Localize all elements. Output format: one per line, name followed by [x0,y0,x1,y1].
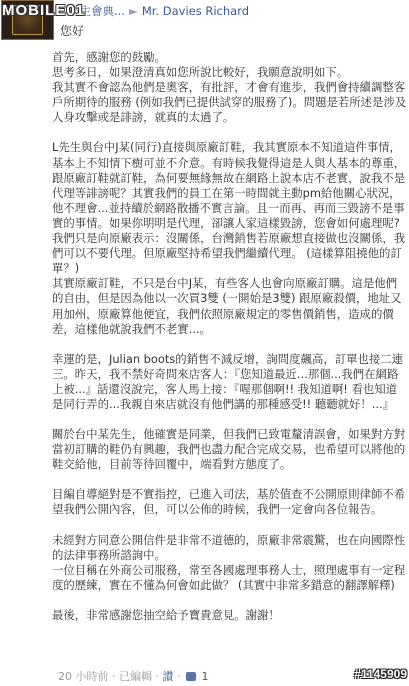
greeting-text: 您好 [60,24,85,38]
footer-separator: · [155,670,159,683]
paragraph-taichung: 關於台中某先生，他確實是同業，但我們已致電釐清誤會，如果對方對當初訂購的鞋仍有興趣，我們也盡力配合完成交易，也希望可以將他的鞋交給他，目前等待回覆中，端看對方態度了。 [52,427,406,472]
paragraph-intro: 首先，感謝您的鼓勵。 思考多日，如果澄清真如您所說比較好，我願意說明如下。 我其實不會認為他們是奧客，有批評，才會有進步，我們會持續調整客戶所期待的服務 (例如我們已提供試穿的服務了)。問題是若所述是涉及人身攻擊或是誹謗，就真的太過了。 [52,50,407,125]
paragraph-letters: 未經對方同意公開信件是非常不道德的，原廠非常震驚，也在向國際性的法律事務所諮詢中。 一位目稱在外商公司服務，常至各國處理事務人士，照理處事有一定程度的歷練，實在不懂為何會如此做？ (其實中非常多錯意的翻譯解釋) [52,532,406,592]
recipient-name[interactable]: Mr. Davies Richard [141,4,250,18]
paragraph-closing: 最後，非常感謝您抽空給予寶貴意見。謝謝！ [52,607,280,622]
message-footer [58,668,209,684]
timestamp[interactable]: 20 小時前 [58,670,109,683]
message-body [52,50,407,638]
edited-label[interactable]: 已編輯 [119,670,152,683]
sender-name[interactable]: 來主會典... [68,4,125,18]
post-id-watermark: #1145909 [354,667,407,681]
footer-separator: · [177,670,181,683]
message-header [0,0,409,46]
like-link[interactable]: 讚 [162,670,174,683]
arrow-right-icon: ► [128,4,138,18]
footer-separator: · [112,670,116,683]
like-count[interactable]: 1 [201,670,209,683]
thumbs-up-icon [186,672,196,681]
site-watermark-logo: MOBILE01 [2,2,86,19]
paragraph-legal: 目編自導絕對是不實指控，已進入司法，基於值查不公開原則律師不希望我們公開內容，但，可以公佈的時候，我們一定會向各位報告。 [52,487,406,517]
paragraph-dispute: L先生與台中J某(同行)直接與原廠訂鞋，我其實原本不知道這件事情，基本上不知情下樹可並不介意。有時候我覺得這是人與人基本的尊重，跟原廠訂鞋就訂鞋，為何要無緣無故在網路上說本店不老實，說我不是代理等誹謗呢？其實我們的員工在第一時間就主動pm給他關心狀況，他不理會...並持續於網路散播不實言論。且一而再、再而三毀謗不是事實的事情。如果你明明是代理，卻讓人家這樣毀謗，您會如何處理呢? 我們只是向原廠表示：沒關係，台灣銷售若原廠想直接做也沒關係，我們可以不要代理。但原廠堅持希望我們繼續代理。 (這樣算阻撓他的訂單？) 其實原廠訂鞋，不只是台中J某，有些客人也會向原廠訂購。這是他們的自由，但是因為他以一次買3雙 (一開始是3雙) 跟原廠殺價，地址又用加州，原廠算他便宜，我們依照原廠規定的零售價銷售，造成的價差，這樣他就說我們不老實...。 [52,140,406,336]
sender-line [68,3,249,19]
paragraph-sales: 幸運的是，Julian boots的銷售不減反增，詢問度飆高，訂單也接二連三。昨天，我不禁好奇問來店客人：『您知道最近...那個...我們在網路上被...』話還沒說完，客人馬上接：『喔那個啊!! 我知道啊! 看也知道是同行弄的...我親自來店就沒有他們講的那種感受!! 聽聽就好！...』 [52,351,404,411]
